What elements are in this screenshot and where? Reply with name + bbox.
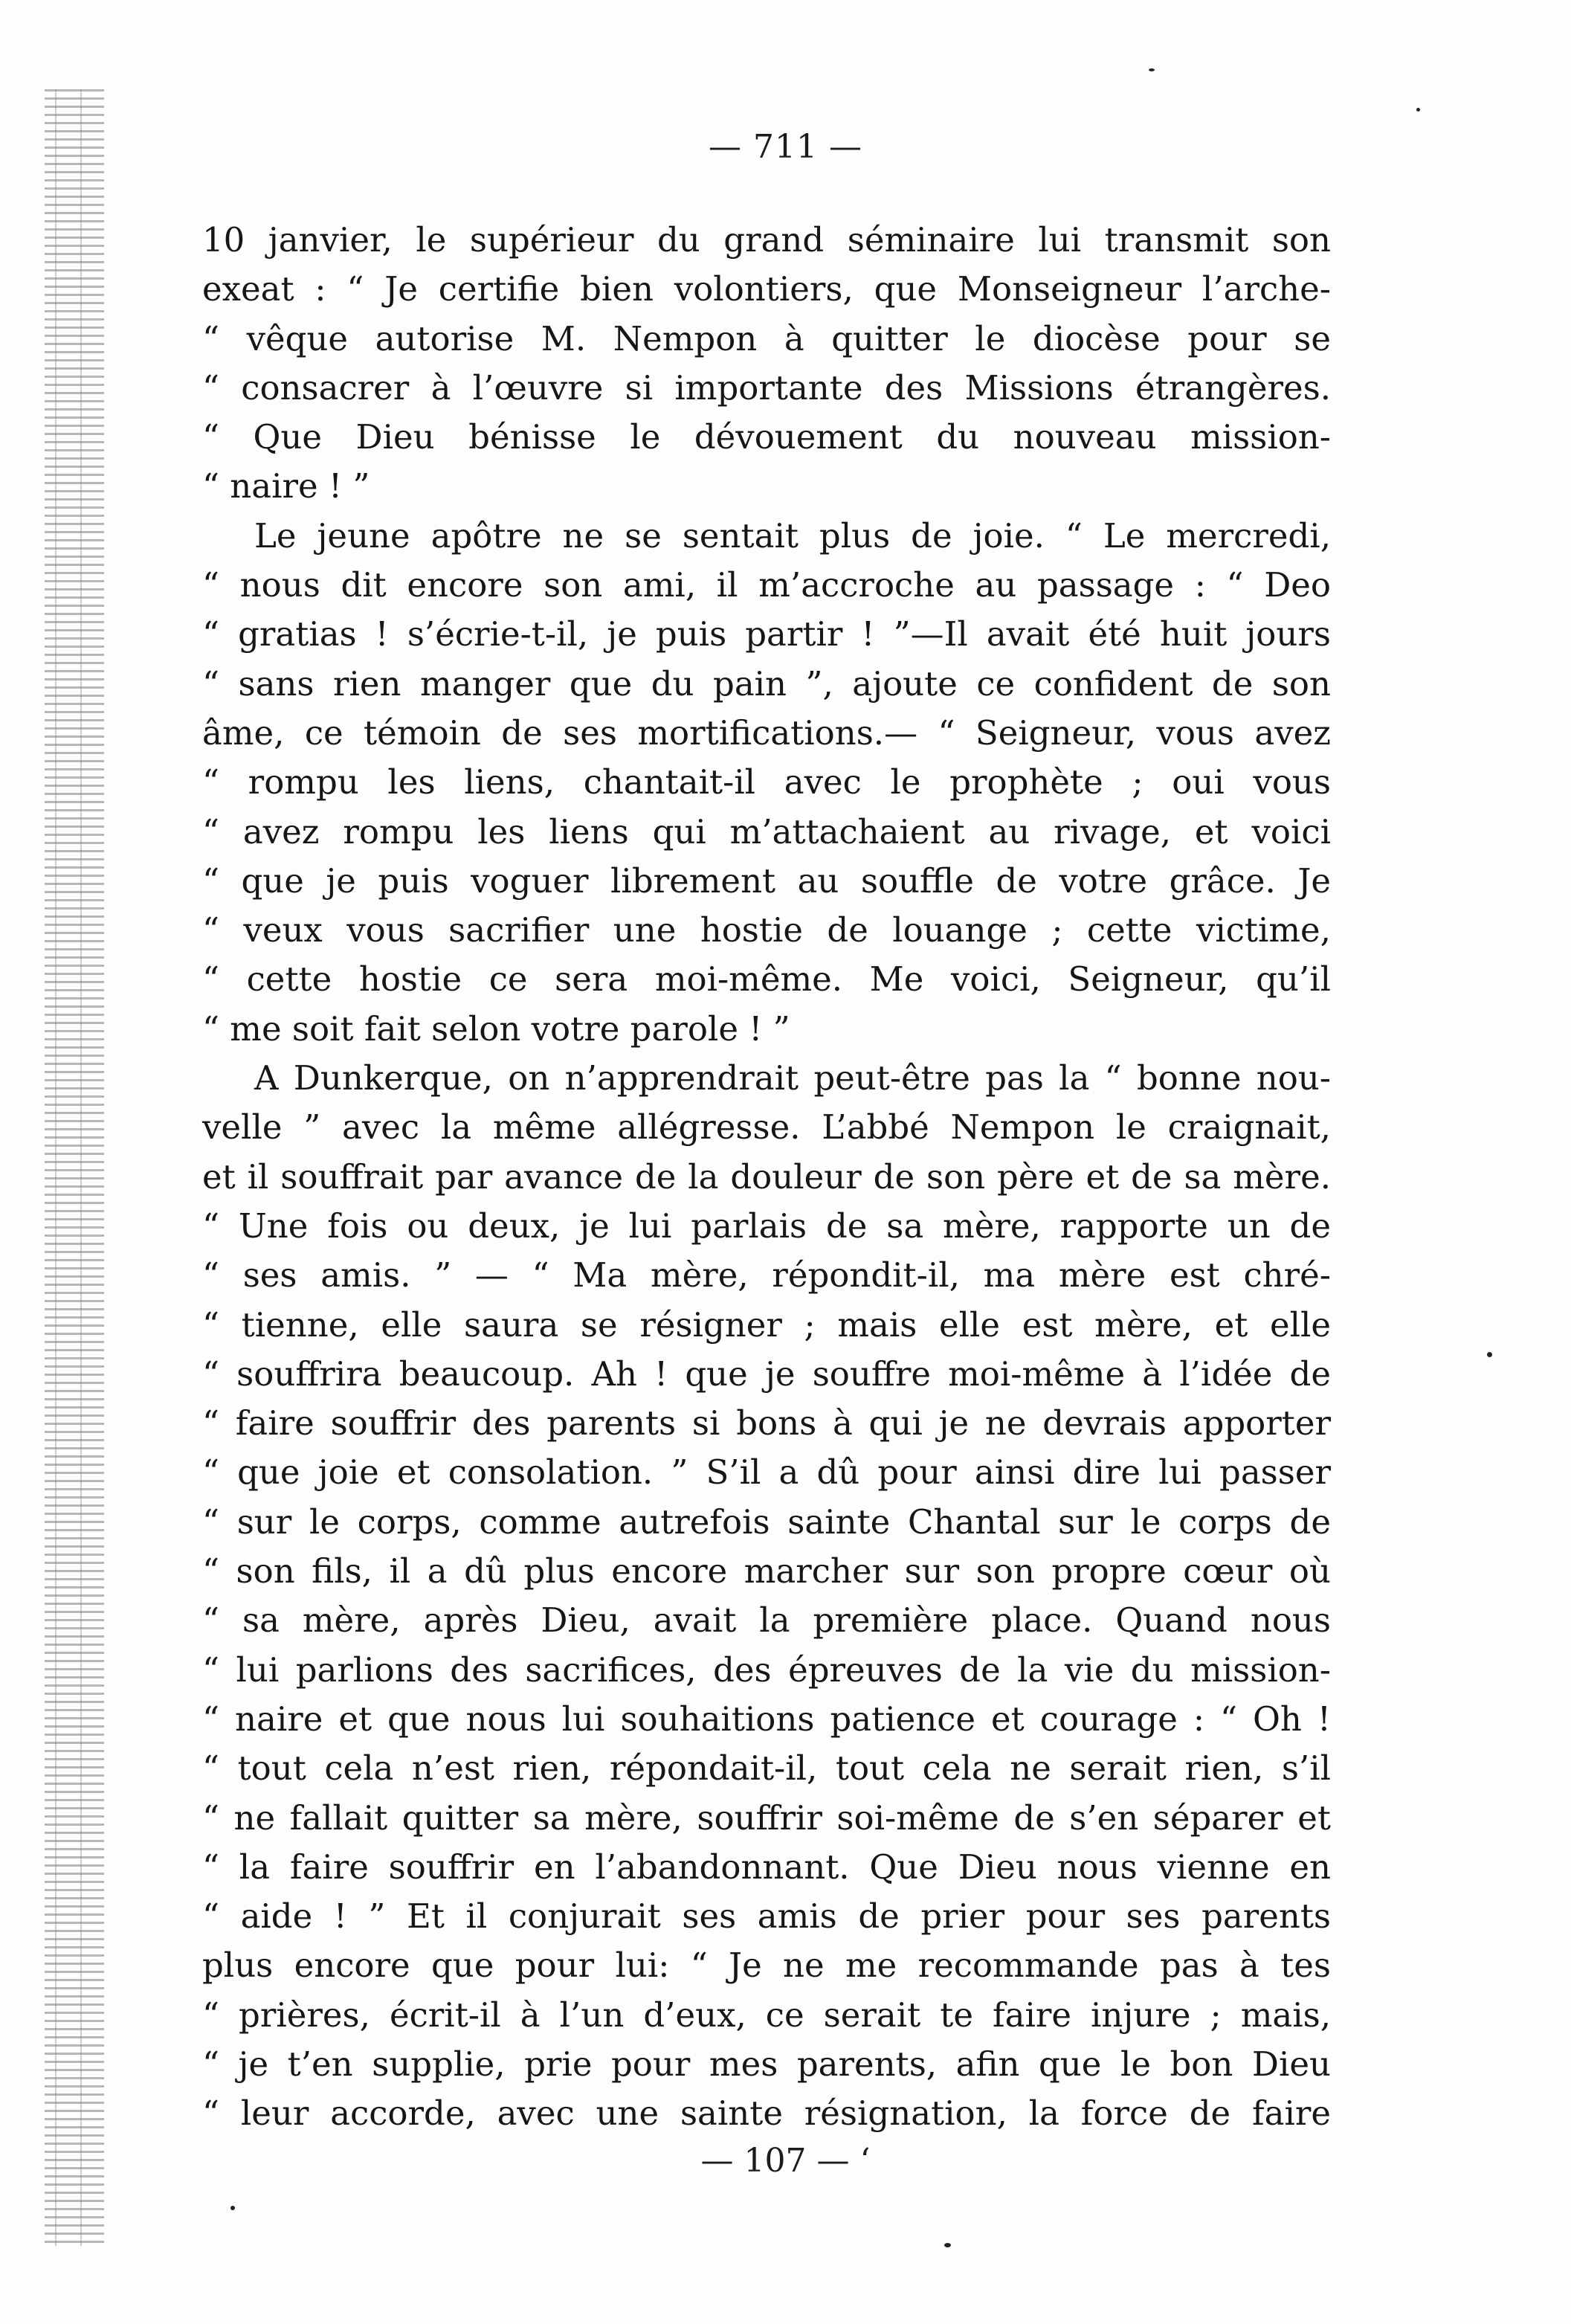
text-line: “ faire souffrir des parents si bons à qui je ne devrais apporter <box>202 1403 1331 1443</box>
book-binding-edge <box>45 89 104 2246</box>
signature-mark-footer: — 107 — ‘ <box>700 2142 871 2180</box>
text-line: “ son fils, il a dû plus encore marcher sur son propre cœur où <box>202 1551 1331 1591</box>
text-line: “ ses amis. ” — “ Ma mère, répondit-il, ma mère est chré- <box>202 1255 1331 1295</box>
text-line: âme, ce témoin de ses mortifications.— “ Seigneur, vous avez <box>202 712 1331 753</box>
ink-speck <box>944 2243 951 2247</box>
text-line: “ veux vous sacrifier une hostie de louange ; cette victime, <box>202 910 1331 950</box>
text-line: “ sans rien manger que du pain ”, ajoute ce confident de son <box>202 663 1331 704</box>
text-line: “ aide ! ” Et il conjurait ses amis de prier pour ses parents <box>202 1896 1331 1937</box>
text-line: “ me soit fait selon votre parole ! ” <box>202 1008 790 1049</box>
ink-speck <box>230 2206 235 2210</box>
body-text <box>202 216 1331 2139</box>
text-line: exeat : “ Je certifie bien volontiers, que Monseigneur l’arche- <box>202 269 1331 309</box>
ink-speck <box>1149 68 1155 71</box>
text-line: 10 janvier, le supérieur du grand séminaire lui transmit son <box>202 220 1331 260</box>
text-line: “ Que Dieu bénisse le dévouement du nouveau mission- <box>202 417 1331 457</box>
text-line: “ prières, écrit-il à l’un d’eux, ce serait te faire injure ; mais, <box>202 1995 1331 2035</box>
text-line: “ Une fois ou deux, je lui parlais de sa mère, rapporte un de <box>202 1206 1331 1246</box>
text-line: velle ” avec la même allégresse. L’abbé Nempon le craignait, <box>202 1107 1331 1147</box>
text-line: “ naire et que nous lui souhaitions patience et courage : “ Oh ! <box>202 1699 1331 1739</box>
text-line: “ sa mère, après Dieu, avait la première place. Quand nous <box>202 1600 1331 1641</box>
text-line: “ leur accorde, avec une sainte résignation, la force de faire <box>202 2093 1331 2134</box>
text-line: et il souffrait par avance de la douleur de son père et de sa mère. <box>202 1156 1331 1197</box>
text-line: “ vêque autorise M. Nempon à quitter le diocèse pour se <box>202 318 1331 358</box>
text-line: “ que je puis voguer librement au souffle de votre grâce. Je <box>202 860 1331 901</box>
text-line: “ nous dit encore son ami, il m’accroche au passage : “ Deo <box>202 565 1331 605</box>
text-line: Le jeune apôtre ne se sentait plus de joie. “ Le mercredi, <box>254 515 1331 556</box>
text-line: “ tienne, elle saura se résigner ; mais elle est mère, et elle <box>202 1304 1331 1345</box>
text-line: “ lui parlions des sacrifices, des épreuves de la vie du mission- <box>202 1649 1331 1690</box>
text-line: plus encore que pour lui: “ Je ne me recommande pas à tes <box>202 1945 1331 1986</box>
text-line: “ souffrira beaucoup. Ah ! que je souffre moi-même à l’idée de <box>202 1353 1331 1394</box>
text-line: “ avez rompu les liens qui m’attachaient au rivage, et voici <box>202 811 1331 852</box>
text-line: “ rompu les liens, chantait-il avec le prophète ; oui vous <box>202 762 1331 802</box>
text-line: “ consacrer à l’œuvre si importante des Missions étrangères. <box>202 367 1331 408</box>
ink-speck <box>1416 108 1420 112</box>
page-number-header: — 711 — <box>709 128 862 166</box>
text-line: “ gratias ! s’écrie-t-il, je puis partir ! ”—Il avait été huit jours <box>202 614 1331 654</box>
text-line: A Dunkerque, on n’apprendrait peut-être pas la “ bonne nou- <box>254 1058 1331 1098</box>
text-line: “ tout cela n’est rien, répondait-il, tout cela ne serait rien, s’il <box>202 1748 1331 1789</box>
text-line: “ ne fallait quitter sa mère, souffrir soi-même de s’en séparer et <box>202 1797 1331 1838</box>
text-line: “ que joie et consolation. ” S’il a dû pour ainsi dire lui passer <box>202 1452 1331 1493</box>
text-line: “ je t’en supplie, prie pour mes parents, afin que le bon Dieu <box>202 2044 1331 2084</box>
text-line: “ cette hostie ce sera moi-même. Me voici, Seigneur, qu’il <box>202 959 1331 1000</box>
text-line: “ naire ! ” <box>202 466 370 506</box>
ink-speck <box>1487 1352 1492 1357</box>
text-line: “ la faire souffrir en l’abandonnant. Que Dieu nous vienne en <box>202 1847 1331 1887</box>
text-line: “ sur le corps, comme autrefois sainte Chantal sur le corps de <box>202 1501 1331 1542</box>
